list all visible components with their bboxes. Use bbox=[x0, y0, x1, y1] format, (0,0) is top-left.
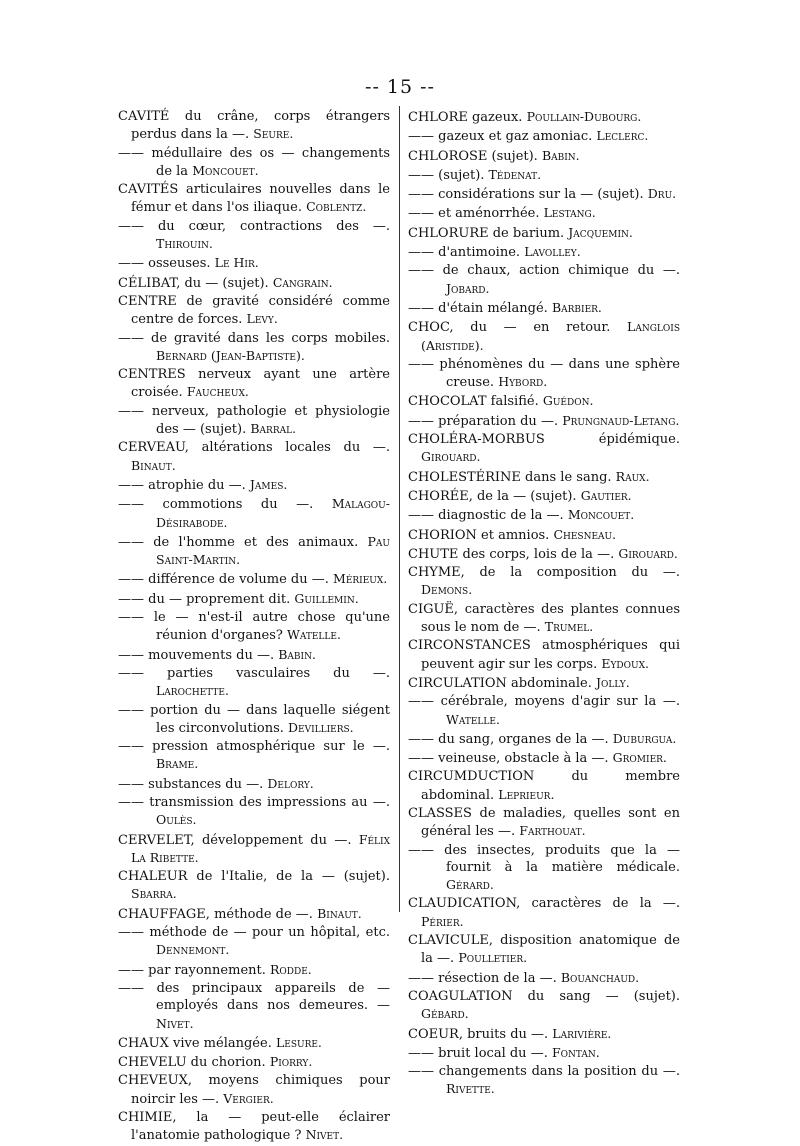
entry-author: Chesneau. bbox=[553, 526, 617, 542]
index-subentry bbox=[118, 980, 390, 1033]
entry-author: Larivière. bbox=[552, 1025, 612, 1041]
entry-text: —— diagnostic de la —. bbox=[408, 508, 568, 524]
index-subentry bbox=[408, 185, 680, 203]
entry-author: Binaut. bbox=[131, 457, 176, 473]
page-number: -- 15 -- bbox=[365, 76, 435, 98]
entry-text: CAVITÉ du crâne, corps étrangers perdus dans la —. bbox=[118, 109, 390, 143]
entry-author: Oulès. bbox=[156, 812, 197, 828]
entry-text: —— du — proprement dit. bbox=[118, 591, 295, 607]
entry-author: Moncouet. bbox=[192, 162, 259, 178]
entry-text: —— le — n'est-il autre chose qu'une réunion d'organes? bbox=[118, 610, 390, 644]
entry-author: Jobard. bbox=[446, 280, 490, 296]
entry-text: —— parties vasculaires du —. bbox=[118, 665, 390, 681]
index-subentry bbox=[118, 961, 390, 979]
index-entry bbox=[408, 392, 680, 410]
index-subentry bbox=[118, 476, 390, 494]
index-entry bbox=[118, 1034, 390, 1052]
entry-author: Vergier. bbox=[223, 1090, 274, 1106]
entry-text: CHAUFFAGE, méthode de —. bbox=[118, 906, 318, 922]
entry-text: CHLORURE de barium. bbox=[408, 225, 569, 241]
entry-author: Dru. bbox=[647, 186, 677, 202]
entry-author: Babin. bbox=[278, 646, 316, 662]
entry-text: CERVEAU, altérations locales du —. bbox=[118, 440, 390, 456]
entry-text: CLASSES de maladies, quelles sont en général les —. bbox=[408, 805, 680, 840]
entry-author: Larochette. bbox=[156, 683, 229, 699]
entry-author: Demons. bbox=[421, 582, 473, 598]
entry-text: COAGULATION du sang — (sujet). bbox=[408, 988, 680, 1004]
entry-author: Malagou-Désirabode. bbox=[156, 496, 390, 530]
entry-text: —— de gravité dans les corps mobiles. bbox=[118, 330, 390, 346]
index-subentry bbox=[408, 412, 680, 430]
entry-text: CHOCOLAT falsifié. bbox=[408, 394, 543, 410]
index-entry bbox=[118, 181, 390, 217]
entry-text: —— de chaux, action chimique du —. bbox=[408, 263, 680, 279]
entry-text: CENTRES nerveux ayant une artère croisée. bbox=[118, 367, 390, 401]
entry-text: CAVITÉS articulaires nouvelles dans le fémur et dans l'os iliaque. bbox=[118, 182, 390, 216]
entry-text: —— des insectes, produits que la — fournit à la matière médicale. bbox=[408, 842, 680, 875]
entry-text: —— de l'homme et des animaux. bbox=[118, 534, 368, 550]
index-subentry bbox=[118, 254, 390, 272]
index-subentry bbox=[408, 730, 680, 748]
index-subentry bbox=[118, 609, 390, 645]
entry-author: Rodde. bbox=[270, 961, 312, 977]
index-subentry bbox=[118, 794, 390, 830]
index-subentry bbox=[118, 218, 390, 254]
entry-text: —— résection de la —. bbox=[408, 970, 561, 986]
entry-text: —— du cœur, contractions des —. bbox=[118, 218, 390, 234]
entry-author: Devilliers. bbox=[288, 719, 354, 735]
index-subentry bbox=[118, 590, 390, 608]
entry-author: Girouard. bbox=[421, 449, 481, 465]
entry-text: —— cérébrale, moyens d'agir sur la —. bbox=[408, 694, 680, 710]
entry-author: Gautier. bbox=[580, 487, 632, 503]
entry-author: Barral. bbox=[250, 421, 297, 437]
entry-text: CHEVELU du chorion. bbox=[118, 1055, 270, 1071]
entry-text: CHAUX vive mélangée. bbox=[118, 1035, 276, 1051]
entry-text: —— mouvements du —. bbox=[118, 647, 279, 663]
index-subentry bbox=[408, 299, 680, 317]
entry-author: Lestang. bbox=[543, 205, 596, 221]
index-subentry bbox=[118, 646, 390, 664]
index-subentry bbox=[118, 924, 390, 960]
entry-text: —— d'antimoine. bbox=[408, 245, 525, 261]
entry-text: —— et aménorrhée. bbox=[408, 206, 544, 222]
entry-author: Gérard. bbox=[446, 877, 494, 893]
entry-text: —— nerveux, pathologie et physiologie des — (sujet). bbox=[118, 403, 390, 438]
entry-author: Bernard (Jean-Baptiste). bbox=[156, 347, 305, 363]
entry-author: Duburgua. bbox=[612, 730, 677, 746]
index-subentry bbox=[408, 243, 680, 261]
index-subentry bbox=[118, 570, 390, 588]
entry-text: —— veineuse, obstacle à la —. bbox=[408, 751, 613, 767]
entry-text: —— bruit local du —. bbox=[408, 1045, 552, 1061]
index-entry bbox=[118, 1072, 390, 1108]
index-subentry bbox=[408, 842, 680, 895]
column-divider bbox=[399, 106, 400, 912]
index-subentry bbox=[118, 775, 390, 793]
index-entry bbox=[118, 1109, 390, 1145]
entry-author: Coblentz. bbox=[306, 199, 367, 215]
entry-text: —— des principaux appareils de — employés dans nos demeures. — bbox=[118, 980, 390, 1014]
entry-text: CHLOROSE (sujet). bbox=[408, 148, 542, 164]
entry-text: CHUTE des corps, lois de la —. bbox=[408, 546, 619, 562]
entry-author: Binaut. bbox=[317, 905, 362, 921]
entry-author: Périer. bbox=[421, 913, 464, 929]
entry-author: Watelle. bbox=[287, 627, 341, 643]
left-column bbox=[118, 108, 390, 1146]
index-entry bbox=[408, 1025, 680, 1043]
index-subentry bbox=[408, 969, 680, 987]
index-subentry bbox=[118, 403, 390, 439]
entry-author: Hybord. bbox=[498, 374, 548, 390]
entry-author: Thirouin. bbox=[156, 236, 213, 252]
entry-text: —— osseuses. bbox=[118, 256, 215, 272]
index-subentry bbox=[118, 495, 390, 532]
entry-author: James. bbox=[249, 476, 288, 492]
entry-author: Delory. bbox=[267, 775, 314, 791]
entry-text: CIRCONSTANCES atmosphériques qui peuvent agir sur les corps. bbox=[408, 638, 680, 672]
entry-text: —— transmission des impressions au —. bbox=[118, 794, 390, 810]
entry-text: —— pression atmosphérique sur le —. bbox=[118, 739, 390, 755]
index-entry bbox=[408, 932, 680, 968]
index-entry bbox=[408, 526, 680, 544]
index-entry bbox=[118, 366, 390, 402]
entry-text: CHORION et amnios. bbox=[408, 527, 554, 543]
entry-author: Lesure. bbox=[275, 1034, 322, 1050]
index-entry bbox=[408, 318, 680, 355]
index-subentry bbox=[408, 166, 680, 184]
index-entry bbox=[408, 564, 680, 600]
index-entry bbox=[408, 601, 680, 637]
entry-author: Babin. bbox=[541, 147, 580, 163]
entry-author: Eydoux. bbox=[601, 655, 649, 671]
entry-author: Nivet. bbox=[305, 1127, 344, 1143]
entry-author: Faucheux. bbox=[186, 384, 249, 400]
entry-text: CHORÉE, de la — (sujet). bbox=[408, 488, 581, 504]
entry-text: —— d'étain mélangé. bbox=[408, 300, 552, 316]
entry-text: —— substances du —. bbox=[118, 776, 268, 792]
entry-text: —— changements dans la position du —. bbox=[408, 1064, 680, 1080]
index-entry bbox=[408, 545, 680, 563]
entry-author: Girouard. bbox=[618, 545, 678, 561]
index-entry bbox=[408, 988, 680, 1024]
entry-author: Jolly. bbox=[596, 674, 630, 690]
entry-text: CIRCUMDUCTION du membre abdominal. bbox=[408, 769, 680, 803]
index-entry bbox=[118, 831, 390, 868]
index-subentry bbox=[408, 1044, 680, 1062]
entry-author: Rivette. bbox=[446, 1081, 495, 1097]
index-subentry bbox=[118, 665, 390, 701]
entry-author: Nivet. bbox=[156, 1015, 194, 1031]
entry-text: —— méthode de — pour un hôpital, etc. bbox=[118, 925, 390, 941]
entry-author: Gébard. bbox=[421, 1006, 469, 1022]
index-subentry bbox=[118, 145, 390, 181]
entry-text: CHOC, du — en retour. bbox=[408, 320, 628, 336]
entry-author: Lavolley. bbox=[524, 244, 581, 260]
index-subentry bbox=[118, 330, 390, 366]
index-subentry bbox=[118, 738, 390, 774]
entry-author: Leclerc. bbox=[596, 128, 649, 144]
entry-text: CHALEUR de l'Italie, de la — (sujet). bbox=[118, 869, 390, 885]
entry-author: Barbier. bbox=[551, 299, 602, 315]
entry-author: Félix La Ribette. bbox=[131, 831, 390, 865]
entry-author: Leprieur. bbox=[498, 786, 555, 802]
entry-text: CÉLIBAT, du — (sujet). bbox=[118, 275, 273, 291]
right-column bbox=[408, 108, 680, 1100]
entry-author: Dennemont. bbox=[156, 942, 230, 958]
entry-author: Bouanchaud. bbox=[560, 969, 640, 985]
entry-text: CHEVEUX, moyens chimiques pour noircir les —. bbox=[118, 1073, 390, 1107]
entry-author: Fontan. bbox=[551, 1044, 600, 1060]
entry-text: CENTRE de gravité considéré comme centre de forces. bbox=[118, 293, 390, 328]
entry-author: Sbarra. bbox=[131, 886, 177, 902]
index-entry bbox=[408, 637, 680, 673]
entry-author: Mérieux. bbox=[333, 571, 388, 587]
index-entry bbox=[408, 147, 680, 165]
index-entry bbox=[408, 805, 680, 841]
index-subentry bbox=[408, 506, 680, 524]
entry-author: Seure. bbox=[253, 126, 294, 142]
entry-text: —— phénomènes du — dans une sphère creuse. bbox=[408, 356, 680, 391]
entry-author: Poulletier. bbox=[458, 950, 528, 966]
entry-text: —— (sujet). bbox=[408, 167, 489, 183]
entry-text: —— gazeux et gaz amoniac. bbox=[408, 129, 597, 145]
entry-author: Moncouet. bbox=[567, 507, 635, 523]
entry-text: —— différence de volume du —. bbox=[118, 572, 334, 588]
entry-text: —— considérations sur la — (sujet). bbox=[408, 187, 648, 203]
index-entry bbox=[118, 439, 390, 475]
index-entry bbox=[408, 895, 680, 931]
entry-text: —— atrophie du —. bbox=[118, 477, 250, 493]
entry-author: Prungnaud-Letang. bbox=[562, 412, 680, 428]
index-entry bbox=[408, 487, 680, 505]
index-subentry bbox=[408, 749, 680, 767]
index-entry bbox=[408, 431, 680, 467]
entry-text: CHOLESTÉRINE dans le sang. bbox=[408, 469, 616, 485]
entry-text: CHOLÉRA-MORBUS épidémique. bbox=[408, 432, 680, 448]
entry-author: Farthouat. bbox=[519, 823, 586, 839]
index-entry bbox=[408, 674, 680, 692]
entry-text: —— médullaire des os — changements de la bbox=[118, 145, 390, 179]
entry-author: Watelle. bbox=[446, 711, 500, 727]
entry-text: —— commotions du —. bbox=[118, 497, 332, 513]
entry-author: Langlois (Aristide). bbox=[421, 319, 680, 353]
index-entry bbox=[408, 108, 680, 126]
entry-text: —— par rayonnement. bbox=[118, 962, 271, 978]
index-subentry bbox=[118, 702, 390, 738]
index-entry bbox=[118, 905, 390, 923]
index-entry bbox=[408, 224, 680, 242]
index-subentry bbox=[408, 356, 680, 392]
index-entry bbox=[118, 274, 390, 292]
entry-author: Piorry. bbox=[269, 1054, 313, 1070]
index-subentry bbox=[408, 1063, 680, 1099]
index-entry bbox=[118, 108, 390, 144]
index-entry bbox=[408, 468, 680, 486]
entry-author: Pau Saint-Martin. bbox=[156, 533, 390, 568]
entry-author: Guédon. bbox=[542, 393, 594, 409]
index-subentry bbox=[408, 204, 680, 222]
entry-author: Cangrain. bbox=[272, 274, 333, 290]
index-subentry bbox=[118, 533, 390, 570]
entry-author: Levy. bbox=[246, 311, 278, 327]
entry-text: —— portion du — dans laquelle siégent les circonvolutions. bbox=[118, 702, 390, 736]
entry-author: Jacquemin. bbox=[568, 224, 633, 240]
entry-author: Guillemin. bbox=[294, 590, 359, 606]
entry-text: CLAVICULE, disposition anatomique de la —. bbox=[408, 933, 680, 967]
entry-text: CHLORE gazeux. bbox=[408, 110, 527, 125]
index-subentry bbox=[408, 693, 680, 729]
entry-text: CIGUË, caractères des plantes connues sous le nom de —. bbox=[408, 601, 680, 636]
entry-author: Poullain-Dubourg. bbox=[526, 109, 642, 124]
entry-author: Gromier. bbox=[612, 750, 667, 766]
index-entry bbox=[118, 293, 390, 329]
entry-text: —— du sang, organes de la —. bbox=[408, 731, 613, 747]
index-subentry bbox=[408, 127, 680, 145]
entry-author: Raux. bbox=[615, 468, 650, 484]
entry-text: CHYME, de la composition du —. bbox=[408, 565, 680, 581]
entry-text: CIRCULATION abdominale. bbox=[408, 675, 596, 691]
entry-text: CLAUDICATION, caractères de la —. bbox=[408, 896, 680, 912]
entry-author: Le Hir. bbox=[214, 255, 259, 271]
entry-text: CERVELET, développement du —. bbox=[118, 832, 359, 848]
entry-author: Brame. bbox=[156, 756, 199, 772]
entry-author: Trumel. bbox=[544, 619, 594, 635]
entry-text: CHIMIE, la — peut-elle éclairer l'anatomie pathologique ? bbox=[118, 1110, 390, 1144]
index-entry bbox=[118, 868, 390, 904]
index-subentry bbox=[408, 262, 680, 298]
index-entry bbox=[118, 1053, 390, 1071]
entry-text: —— préparation du —. bbox=[408, 413, 563, 429]
index-entry bbox=[408, 768, 680, 804]
entry-author: Tédenat. bbox=[488, 166, 542, 182]
entry-text: COEUR, bruits du —. bbox=[408, 1026, 553, 1042]
